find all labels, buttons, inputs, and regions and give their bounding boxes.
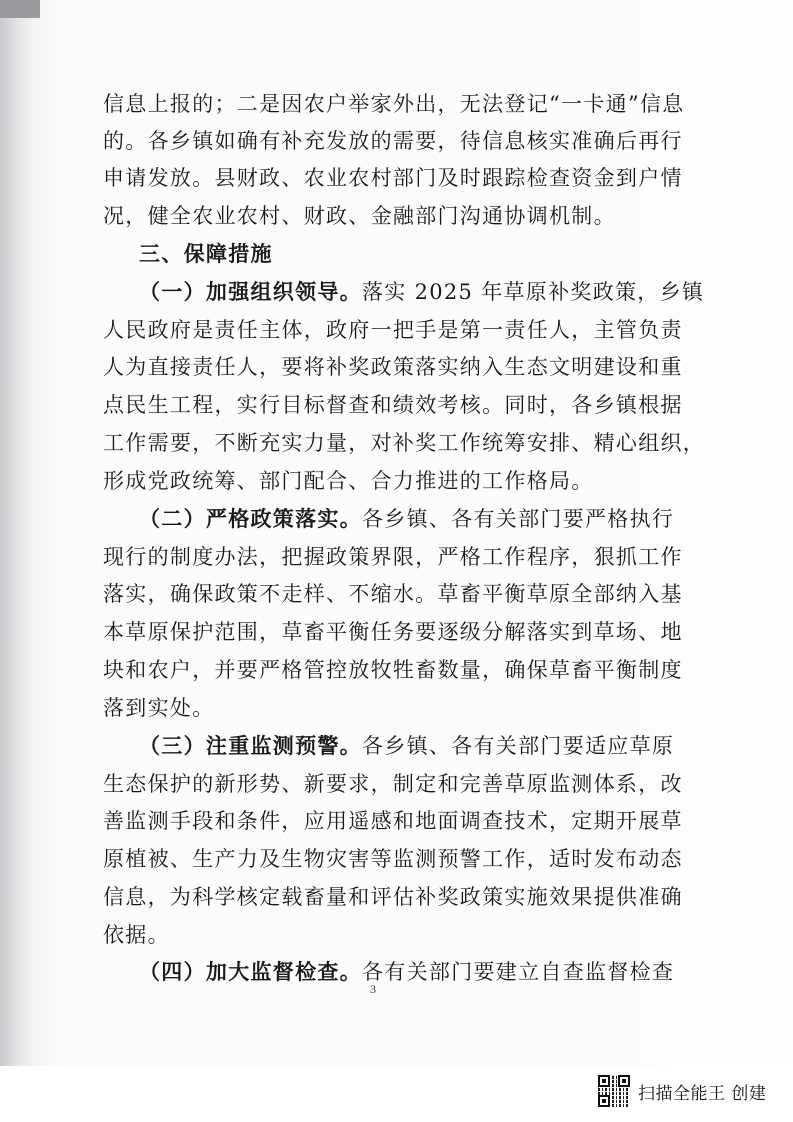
paragraph-title: （一）加强组织领导。 (139, 280, 362, 304)
text-line: 的。各乡镇如确有补充发放的需要，待信息核实准确后再行 (103, 129, 683, 153)
text-line: 信息，为科学核定载畜量和评估补奖政策实施效果提供准确 (103, 885, 683, 909)
text-line: 块和农户，并要严格管控放牧牲畜数量，确保草畜平衡制度 (103, 658, 683, 682)
text-line: 信息上报的；二是因农户举家外出，无法登记“一卡通”信息 (103, 92, 685, 116)
paragraph-first-line (139, 279, 704, 305)
paragraph-first-line (139, 959, 674, 985)
text-line: 形成党政统筹、部门配合、合力推进的工作格局。 (103, 469, 594, 493)
paragraph-text: 各乡镇、各有关部门要严格执行 (362, 507, 675, 531)
text-line: 依据。 (103, 923, 170, 947)
text-line: 本草原保护范围，草畜平衡任务要逐级分解落实到草场、地 (103, 620, 683, 644)
paragraph-text: 各有关部门要建立自查监督检查 (362, 960, 675, 984)
text-line: 人为直接责任人，要将补奖政策落实纳入生态文明建设和重 (103, 355, 683, 379)
paragraph-first-line (139, 733, 674, 759)
paragraph-text: 各乡镇、各有关部门要适应草原 (362, 734, 675, 758)
qr-code-icon (598, 1075, 630, 1107)
text-line: 工作需要，不断充实力量，对补奖工作统筹安排、精心组织， (103, 431, 706, 455)
page-number: 3 (370, 982, 376, 996)
text-line: 点民生工程，实行目标督查和绩效考核。同时，各乡镇根据 (103, 393, 683, 417)
scanner-watermark (598, 1073, 766, 1109)
watermark-text: 扫描全能王 创建 (638, 1083, 767, 1104)
text-line: 人民政府是责任主体，政府一把手是第一责任人，主管负责 (103, 318, 683, 342)
text-line: 生态保护的新形势、新要求，制定和完善草原监测体系，改 (103, 772, 683, 796)
scan-edge (0, 0, 40, 18)
section-heading: 三、保障措施 (139, 242, 273, 266)
paragraph-title: （二）严格政策落实。 (139, 507, 362, 531)
paragraph-first-line (139, 506, 674, 532)
text-line: 落实，确保政策不走样、不缩水。草畜平衡草原全部纳入基 (103, 582, 683, 606)
paragraph-title: （四）加大监督检查。 (139, 960, 362, 984)
text-line: 原植被、生产力及生物灾害等监测预警工作，适时发布动态 (103, 847, 683, 871)
text-line: 申请发放。县财政、农业农村部门及时跟踪检查资金到户情 (103, 166, 683, 190)
text-line: 善监测手段和条件，应用遥感和地面调查技术，定期开展草 (103, 809, 683, 833)
paragraph-title: （三）注重监测预警。 (139, 734, 362, 758)
paragraph-text: 落实 2025 年草原补奖政策，乡镇 (362, 280, 705, 304)
text-line: 现行的制度办法，把握政策界限，严格工作程序，狠抓工作 (103, 545, 683, 569)
text-line: 况，健全农业农村、财政、金融部门沟通协调机制。 (103, 204, 616, 228)
text-line: 落到实处。 (103, 696, 215, 720)
